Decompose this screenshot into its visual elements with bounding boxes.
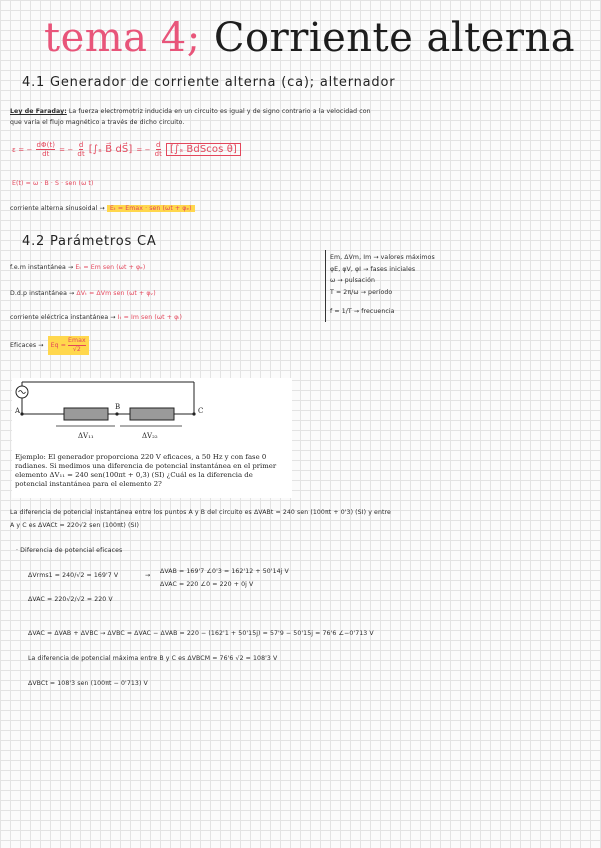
element-2	[130, 408, 174, 420]
legend-divider	[325, 250, 326, 322]
section2-heading: 4.2 Parámetros CA	[22, 234, 157, 249]
legend-item-max: Em, ΔVm, Im → valores máximos	[330, 254, 435, 261]
corr-eq: Iₜ = Im sen (ωt + φᵢ)	[117, 314, 183, 321]
eq-c: ΔVAC = ΔVAB + ΔVBC → ΔVBC = ΔVAC − ΔVAB = 220 − (162'1 + 50'15j) = 57'9 − 50'15j = 76'6 ∠−0'713 V	[28, 630, 374, 637]
faraday-line1	[10, 108, 371, 115]
eq-a-arrow: →	[145, 572, 151, 579]
legend-item-frequency: f = 1/T → frecuencia	[330, 308, 395, 315]
faraday-label: Ley de Faraday:	[10, 108, 67, 115]
solution-line1: La diferencia de potencial instantánea entre los puntos A y B del circuito es ΔVABt = 240 sen (100πt + 0'3) (SI) y entre	[10, 509, 391, 516]
corr-label: corriente eléctrica instantánea →	[10, 314, 116, 321]
solution-line2: A y C es ΔVACt = 220√2 sen (100πt) (SI)	[10, 522, 139, 529]
label-b: B	[115, 403, 121, 411]
page-title	[44, 14, 575, 62]
section1-heading: 4.1 Generador de corriente alterna (ca); alternador	[22, 75, 396, 90]
eq1-boxed: [∫ₛ BdScos θ]	[166, 143, 241, 156]
faraday-text2: que varía el flujo magnético a través de dicho circuito.	[10, 119, 185, 126]
label-dv1: ΔV₁₁	[78, 432, 94, 440]
eq1-dt-2: dt	[154, 150, 163, 158]
legend-item-period: T = 2π/ω → período	[330, 288, 393, 296]
legend-block	[330, 252, 435, 318]
eq-a-result2: ΔVAC = 220 ∠0 = 220 + 0j V	[160, 581, 254, 588]
eq1-dt: dt	[77, 150, 85, 158]
sinusoidal-line	[10, 205, 195, 212]
eq1-deriv	[77, 141, 84, 158]
eq1-fraction	[36, 141, 55, 158]
ddp-line	[10, 290, 156, 297]
corr-line	[10, 314, 182, 321]
eq-b: ΔVAC = 220√2/√2 = 220 V	[28, 596, 113, 603]
label-c: C	[198, 407, 204, 415]
sinusoidal-eq: Eₜ = Emax · sen (ωt + φₑ)	[107, 205, 195, 212]
element-1	[64, 408, 108, 420]
ddp-eq: ΔVₜ = ΔVm sen (ωt + φᵥ)	[76, 290, 156, 297]
legend-item-pulsation: ω → pulsación	[330, 277, 376, 284]
eficaz-eq	[48, 336, 89, 355]
faraday-eq2: E(t) = ω · B · S · sen (ω t)	[12, 180, 94, 187]
title-part-2: Corriente alterna	[213, 15, 576, 61]
example-text: Ejemplo: El generador proporciona 220 V eficaces, a 50 Hz y con fase 0 radianes. Si medimos una diferencia de potencial instantánea en el primer elemento ΔV₁₁ = 240 sen(100πt + 0,3) (SI) ¿Cuál es la diferencia de potencial instantánea para el elemento 2?	[15, 453, 277, 488]
eq1-frac-den: dt	[42, 150, 50, 158]
eq1-d: d	[78, 141, 84, 149]
fem-eq: Eₜ = Em sen (ωt + φₑ)	[75, 264, 146, 271]
faraday-text1: La fuerza electromotriz inducida en un circuito es igual y de signo contrario a la velocidad con	[68, 108, 371, 115]
eficaz-eq-lhs: Eq =	[50, 342, 66, 349]
eq1-mid: = −	[59, 145, 74, 154]
eq1-rest: = −	[136, 145, 151, 154]
sinusoidal-label: corriente alterna sinusoidal →	[10, 205, 105, 212]
eq1-integral: [∫ₛ B⃗ dS⃗]	[88, 144, 133, 155]
eficaz-frac	[68, 337, 86, 354]
eficaz-den: √2	[72, 346, 81, 353]
eq1-frac-num: dΦ(t)	[36, 141, 56, 149]
eq-d: La diferencia de potencial máxima entre B y C es ΔVBCM = 76'6 √2 = 108'3 V	[28, 655, 278, 662]
eq1-deriv-2	[155, 141, 162, 158]
eq-a-result1: ΔVAB = 169'7 ∠0'3 = 162'12 + 50'14j V	[160, 568, 289, 575]
eq-a: ΔVrms1 = 240/√2 = 169'7 V	[28, 572, 119, 579]
eq1-d-2: d	[156, 141, 161, 149]
label-dv2: ΔV₂₂	[142, 432, 158, 440]
eficaz-label: Eficaces →	[10, 342, 44, 349]
fem-label: f.e.m instantánea →	[10, 264, 74, 271]
label-a: A	[15, 407, 21, 415]
circuit-diagram	[12, 380, 212, 450]
eficaz-line	[10, 336, 89, 355]
diff-title: · Diferencia de potencial eficaces	[16, 547, 123, 554]
title-part-1: tema 4;	[44, 15, 201, 61]
ddp-label: D.d.p instantánea →	[10, 290, 75, 297]
eq1-lhs: ε = −	[12, 145, 33, 154]
fem-line	[10, 264, 145, 271]
eq-e: ΔVBCt = 108'3 sen (100πt − 0'713) V	[28, 680, 148, 687]
eficaz-num: Emax	[67, 337, 86, 344]
legend-item-phase: φE, φV, φI → fases iniciales	[330, 265, 416, 273]
faraday-equation	[12, 141, 241, 158]
